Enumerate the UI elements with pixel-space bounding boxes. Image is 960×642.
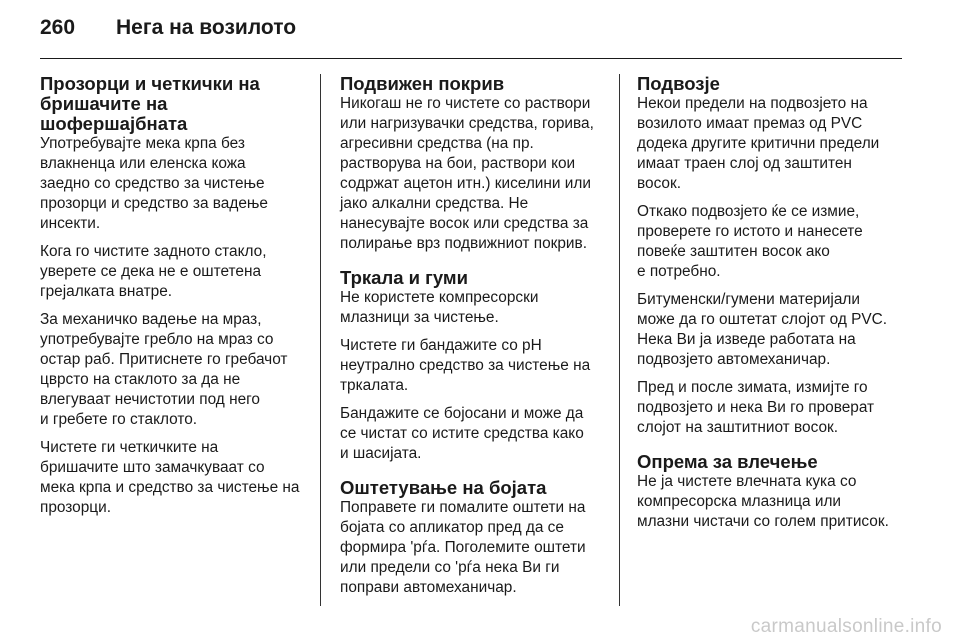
section-heading-sunroof: Подвижен покрив [340, 73, 505, 94]
paragraph: Некои предели на подвозјето на возилото имаат премаз од PVC додека другите критични предели имаат траен слој од заштитен восок. [637, 95, 880, 192]
section-heading-underbody: Подвозје [637, 73, 720, 94]
paragraph: Никогаш не го чистете со раствори или нагризувачки средства, горива, агресивни средства (на пр. растворува на бои, раствори кои содржат ацетон итн.) киселини или јако алкални средства. Не нанесувајте восок или средства за полирање врз подвижниот покрив. [340, 95, 594, 252]
column-divider [619, 74, 620, 606]
column-divider [320, 74, 321, 606]
paragraph: Употребувајте мека крпа без влакненца или еленска кожа заедно со средство за чистење прозорци и средство за вадење инсекти. [40, 135, 268, 232]
section-heading-towing-equipment: Опрема за влечење [637, 451, 818, 472]
section-heading-windows-wipers: Прозорци и четкички на бришачите на шофершајбната [40, 73, 260, 134]
column-roof-wheels-paint [340, 74, 610, 606]
paragraph: Битуменски/гумени материјали може да го оштетат слојот од PVC. Нека Ви ја изведе работата на подвозјето автомеханичар. [637, 291, 888, 368]
paragraph: Чистете ги четкичките на бришачите што замачкуваат со мека крпа и средство за чистење на прозорци. [40, 439, 300, 516]
header-divider [40, 58, 902, 59]
section-heading-wheels-tyres: Тркала и гуми [340, 267, 468, 288]
paragraph: Пред и после зимата, измијте го подвозјето и нека Ви го проверат слојот на заштитниот восок. [637, 379, 875, 436]
paragraph: Бандажите се бојосани и може да се чистат со истите средства како и шасијата. [340, 405, 584, 462]
paragraph: Кога го чистите задното стакло, уверете се дека не е оштетена грејалката внатре. [40, 243, 267, 300]
column-underbody-towing [637, 74, 912, 540]
paragraph: Не користете компресорски млазници за чистење. [340, 289, 539, 326]
column-windows-wipers [40, 74, 310, 526]
paragraph: Поправете ги помалите оштети на бојата со апликатор пред да се формира 'рѓа. Поголемите оштети или предели со 'рѓа нека Ви ги поправи автомеханичар. [340, 499, 586, 596]
page-number: 260 [40, 16, 76, 39]
paragraph: Откако подвозјето ќе се измие, проверете го истото и нанесете повеќе заштитен восок ако е потребно. [637, 203, 863, 280]
paragraph: Не ја чистете влечната кука со компресорска млазница или млазни чистачи со голем притисок. [637, 473, 889, 530]
paragraph: Чистете ги бандажите со pH неутрално средство за чистење на тркалата. [340, 337, 591, 394]
paragraph: За механичко вадење на мраз, употребувајте гребло на мраз со остар раб. Притиснете го гребачот цврсто на стаклото за да не влегуваат нечистотии под него и гребете го стаклото. [40, 311, 288, 428]
page-header [40, 8, 900, 48]
page-title: Нега на возилото [116, 16, 297, 39]
watermark: carmanualsonline.info [750, 616, 942, 637]
section-heading-paint-damage: Оштетување на бојата [340, 477, 547, 498]
